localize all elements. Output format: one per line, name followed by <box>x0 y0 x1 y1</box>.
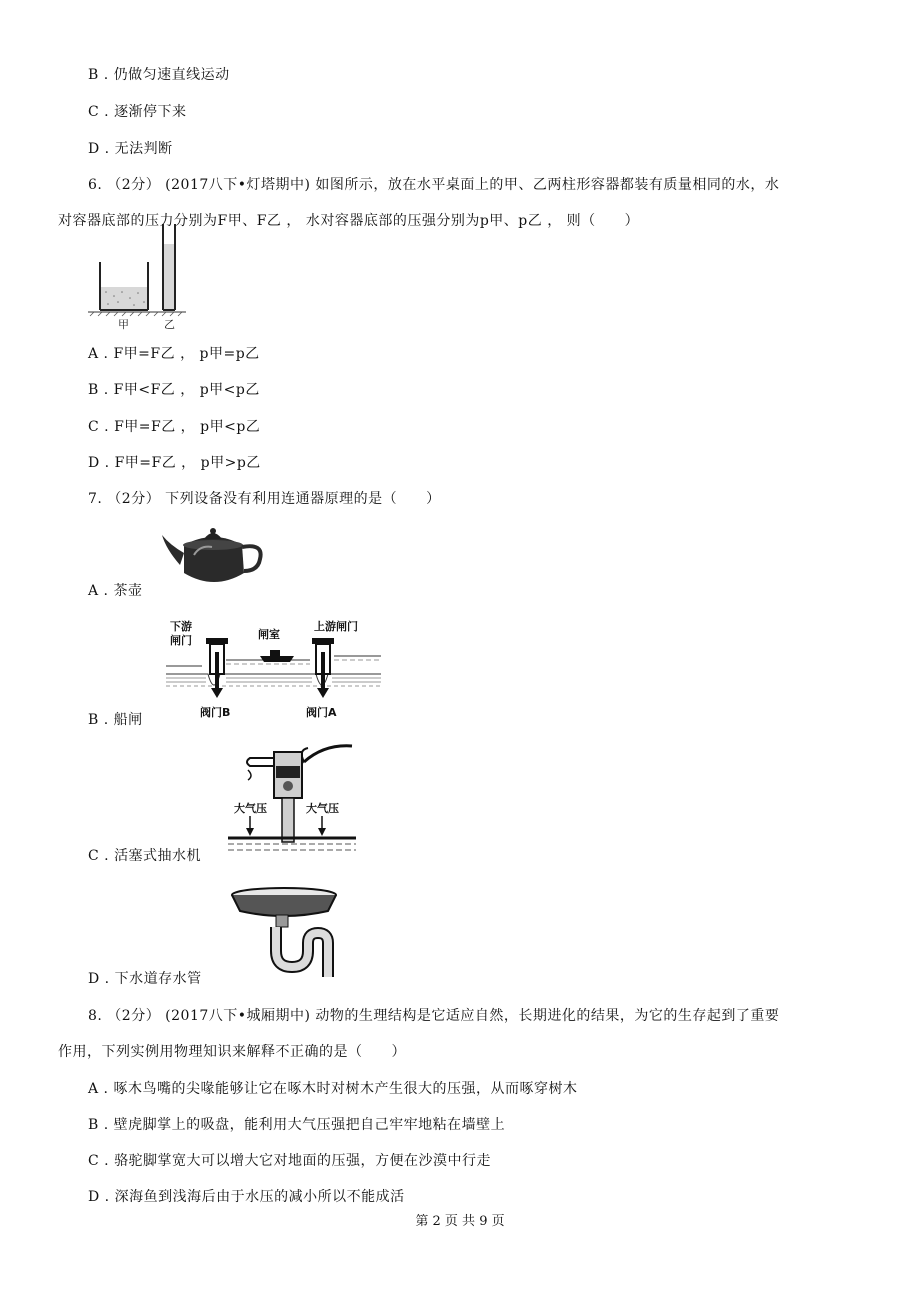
q6-stem-line2: 对容器底部的压力分别为F甲、F乙 ， 水对容器底部的压强分别为p甲、p乙 ， 则（ ） <box>58 213 640 229</box>
label-chamber: 闸室 <box>258 628 280 641</box>
q8-stem-line2: 作用，下列实例用物理知识来解释不正确的是（ ） <box>58 1044 406 1060</box>
label-valve-b: 阀门B <box>200 706 231 719</box>
q6-option-c: C . F甲=F乙 ， p甲<p乙 <box>88 419 261 435</box>
drain-trap-image <box>228 885 340 981</box>
label-downstream-2: 闸门 <box>170 634 192 647</box>
label-valve-a: 阀门A <box>306 706 337 719</box>
q6-option-b: B . F甲<F乙 ， p甲<p乙 <box>88 382 260 398</box>
q6-option-d: D . F甲=F乙 ， p甲>p乙 <box>88 455 261 471</box>
q6-option-a: A . F甲=F乙 ， p甲=p乙 <box>88 346 260 362</box>
q8-option-b: B . 壁虎脚掌上的吸盘，能利用大气压强把自己牢牢地粘在墙壁上 <box>88 1117 506 1133</box>
label-downstream-1: 下游 <box>170 620 192 633</box>
q6-stem-line1: 6. （2分） (2017八下•灯塔期中) 如图所示，放在水平桌面上的甲、乙两柱形容器都装有质量相同的水，水 <box>88 177 780 193</box>
q8-option-d: D . 深海鱼到浅海后由于水压的减小所以不能成活 <box>88 1189 405 1205</box>
label-yi: 乙 <box>164 318 175 331</box>
label-upstream-gate: 上游闸门 <box>314 620 358 633</box>
q7-option-d: D . 下水道存水管 <box>88 971 202 987</box>
q8-stem-line1: 8. （2分） (2017八下•城厢期中) 动物的生理结构是它适应自然，长期进化的结果，为它的生存起到了重要 <box>88 1008 780 1024</box>
container-jia <box>100 262 148 310</box>
q7-option-c: C . 活塞式抽水机 <box>88 848 202 864</box>
q7-stem: 7. （2分） 下列设备没有利用连通器原理的是（ ） <box>88 491 441 507</box>
label-jia: 甲 <box>118 318 129 331</box>
q5-option-c: C . 逐渐停下来 <box>88 104 187 120</box>
page-footer: 第 2 页 共 9 页 <box>415 1214 505 1229</box>
q5-option-b: B . 仍做匀速直线运动 <box>88 67 230 83</box>
q8-option-c: C . 骆驼脚掌宽大可以增大它对地面的压强，方便在沙漠中行走 <box>88 1153 492 1169</box>
piston-pump-image <box>228 740 358 856</box>
q7-option-b: B . 船闸 <box>88 712 143 728</box>
ship-lock-image <box>166 616 381 722</box>
q7-option-a: A . 茶壶 <box>88 583 143 599</box>
teapot-image <box>160 525 268 593</box>
q6-containers-figure <box>88 222 188 332</box>
label-air-pressure-right: 大气压 <box>306 802 339 815</box>
container-yi <box>163 224 175 310</box>
q5-option-d: D . 无法判断 <box>88 141 173 157</box>
q8-option-a: A . 啄木鸟嘴的尖喙能够让它在啄木时对树木产生很大的压强，从而啄穿树木 <box>88 1081 578 1097</box>
label-air-pressure-left: 大气压 <box>234 802 267 815</box>
